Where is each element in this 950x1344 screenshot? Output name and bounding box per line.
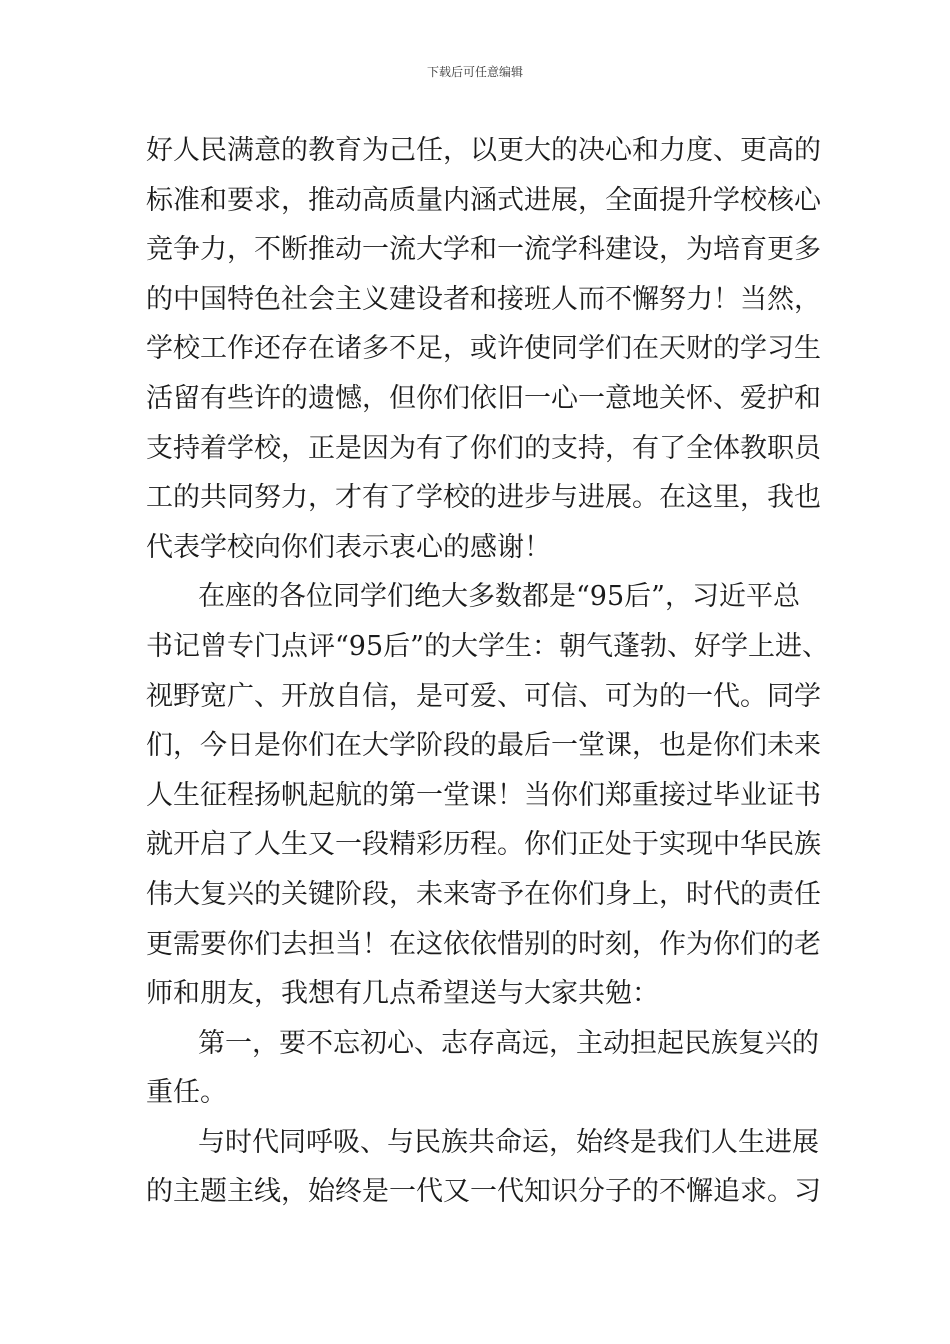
page-header-note: 下载后可任意编辑 <box>426 65 523 79</box>
text-line: 代表学校向你们表示衷心的感谢！ <box>146 531 551 563</box>
text-line: 的中国特色社会主义建设者和接班人而不懈努力！当然， <box>146 283 821 315</box>
text-line: 好人民满意的教育为己任，以更大的决心和力度、更高的 <box>146 135 821 166</box>
document-body <box>146 126 829 1217</box>
text-line: 活留有些许的遗憾，但你们依旧一心一意地关怀、爱护和 <box>146 382 821 414</box>
text-line: 视野宽广、开放自信，是可爱、可信、可为的一代。同学 <box>146 680 821 712</box>
text-line: 与时代同呼吸、与民族共命运，始终是我们人生进展 <box>198 1126 819 1158</box>
text-line: 标准和要求，推动高质量内涵式进展，全面提升学校核心 <box>146 184 821 216</box>
text-line: 学校工作还存在诸多不足，或许使同学们在天财的学习生 <box>146 333 821 365</box>
text-line: 竞争力，不断推动一流大学和一流学科建设，为培育更多 <box>146 234 821 266</box>
text-line: 人生征程扬帆起航的第一堂课！当你们郑重接过毕业证书 <box>146 779 821 811</box>
text-line: 师和朋友，我想有几点希望送与大家共勉： <box>146 978 659 1010</box>
text-line: 在座的各位同学们绝大多数都是“95后”，习近平总 <box>198 581 800 613</box>
text-line: 的主题主线，始终是一代又一代知识分子的不懈追求。习 <box>146 1176 821 1208</box>
text-line: 更需要你们去担当！在这依依惜别的时刻，作为你们的老 <box>146 928 821 960</box>
text-line: 第一，要不忘初心、志存高远，主动担起民族复兴的 <box>198 1027 819 1059</box>
text-line: 们，今日是你们在大学阶段的最后一堂课，也是你们未来 <box>146 730 821 762</box>
text-line: 重任。 <box>146 1077 227 1109</box>
text-line: 支持着学校，正是因为有了你们的支持，有了全体教职员 <box>146 432 821 464</box>
text-line: 工的共同努力，才有了学校的进步与进展。在这里，我也 <box>146 482 821 514</box>
text-line: 伟大复兴的关键阶段，未来寄予在你们身上，时代的责任 <box>146 878 821 910</box>
text-line: 书记曾专门点评“95后”的大学生：朝气蓬勃、好学上进、 <box>146 630 829 662</box>
text-line: 就开启了人生又一段精彩历程。你们正处于实现中华民族 <box>146 829 821 861</box>
